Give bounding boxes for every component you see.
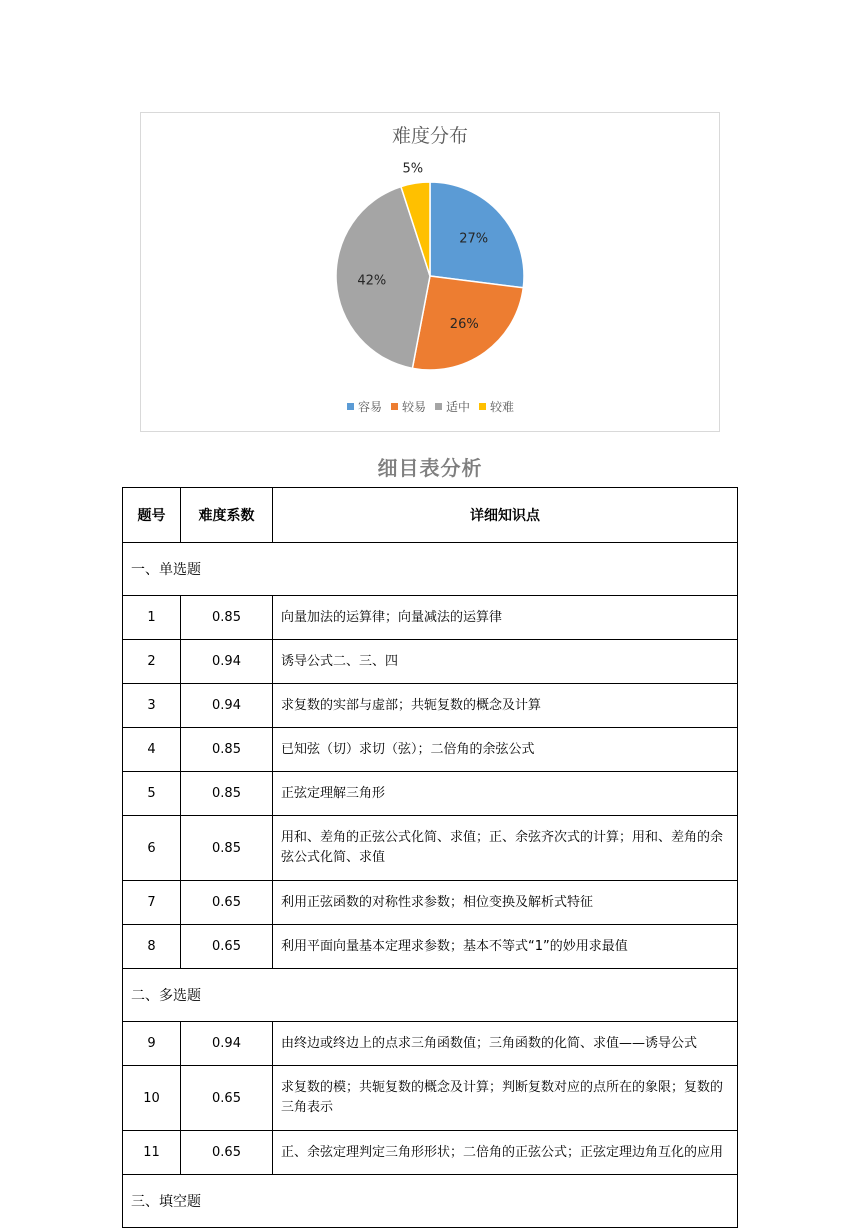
section-header-row <box>123 543 738 596</box>
data-label-1: 27% <box>459 231 489 247</box>
table-row <box>123 684 738 728</box>
table-row <box>123 596 738 640</box>
difficulty-cell: 0.94 <box>181 684 273 728</box>
section-header: 三、填空题 <box>123 1175 738 1228</box>
difficulty-cell: 0.65 <box>181 1066 273 1131</box>
difficulty-cell: 0.65 <box>181 925 273 969</box>
difficulty-cell: 0.85 <box>181 596 273 640</box>
legend-swatch-4 <box>479 403 486 410</box>
difficulty-cell: 0.94 <box>181 1022 273 1066</box>
difficulty-cell: 0.94 <box>181 640 273 684</box>
question-no-cell: 4 <box>123 728 181 772</box>
header-knowledge-points: 详细知识点 <box>273 488 738 543</box>
question-no-cell: 11 <box>123 1131 181 1175</box>
legend-label-1: 容易 <box>358 400 383 414</box>
knowledge-points-cell: 利用正弦函数的对称性求参数；相位变换及解析式特征 <box>273 881 738 925</box>
legend-swatch-3 <box>435 403 442 410</box>
difficulty-cell: 0.65 <box>181 881 273 925</box>
question-no-cell: 2 <box>123 640 181 684</box>
knowledge-points-cell: 由终边或终边上的点求三角函数值；三角函数的化简、求值——诱导公式 <box>273 1022 738 1066</box>
table-row <box>123 728 738 772</box>
knowledge-points-cell: 正弦定理解三角形 <box>273 772 738 816</box>
data-label-2: 26% <box>449 317 479 333</box>
table-row <box>123 640 738 684</box>
difficulty-cell: 0.65 <box>181 1131 273 1175</box>
knowledge-points-cell: 求复数的实部与虚部；共轭复数的概念及计算 <box>273 684 738 728</box>
legend-swatch-2 <box>391 403 398 410</box>
table-row <box>123 1066 738 1131</box>
legend-label-3: 适中 <box>446 400 471 414</box>
table-body <box>123 543 738 1228</box>
knowledge-points-cell: 用和、差角的正弦公式化简、求值；正、余弦齐次式的计算；用和、差角的余弦公式化简、求值 <box>273 816 738 881</box>
question-no-cell: 3 <box>123 684 181 728</box>
knowledge-points-cell: 已知弦（切）求切（弦）；二倍角的余弦公式 <box>273 728 738 772</box>
section-header: 一、单选题 <box>123 543 738 596</box>
knowledge-points-cell: 求复数的模；共轭复数的概念及计算；判断复数对应的点所在的象限；复数的三角表示 <box>273 1066 738 1131</box>
table-header-row <box>123 488 738 543</box>
question-no-cell: 5 <box>123 772 181 816</box>
difficulty-cell: 0.85 <box>181 816 273 881</box>
knowledge-points-cell: 正、余弦定理判定三角形形状；二倍角的正弦公式；正弦定理边角互化的应用 <box>273 1131 738 1175</box>
question-no-cell: 6 <box>123 816 181 881</box>
table-row <box>123 925 738 969</box>
question-no-cell: 10 <box>123 1066 181 1131</box>
section-header-row <box>123 969 738 1022</box>
legend-label-2: 较易 <box>402 400 427 414</box>
table-row <box>123 772 738 816</box>
question-no-cell: 7 <box>123 881 181 925</box>
chart-title: 难度分布 <box>391 125 469 147</box>
section-header: 二、多选题 <box>123 969 738 1022</box>
difficulty-cell: 0.85 <box>181 728 273 772</box>
table-row <box>123 1131 738 1175</box>
question-no-cell: 9 <box>123 1022 181 1066</box>
legend-swatch-1 <box>347 403 354 410</box>
knowledge-points-cell: 向量加法的运算律；向量减法的运算律 <box>273 596 738 640</box>
section-title: 细目表分析 <box>377 456 483 480</box>
question-no-cell: 1 <box>123 596 181 640</box>
data-label-4: 5% <box>402 161 424 177</box>
header-question-no: 题号 <box>123 488 181 543</box>
data-label-3: 42% <box>357 273 387 289</box>
table-row <box>123 1022 738 1066</box>
question-no-cell: 8 <box>123 925 181 969</box>
legend-label-4: 较难 <box>490 400 515 414</box>
difficulty-pie-chart <box>140 112 720 432</box>
knowledge-points-cell: 利用平面向量基本定理求参数；基本不等式“1”的妙用求最值 <box>273 925 738 969</box>
knowledge-points-cell: 诱导公式二、三、四 <box>273 640 738 684</box>
pie-chart-canvas <box>141 113 719 431</box>
header-difficulty: 难度系数 <box>181 488 273 543</box>
detail-table <box>122 487 738 1228</box>
difficulty-cell: 0.85 <box>181 772 273 816</box>
table-row <box>123 881 738 925</box>
section-header-row <box>123 1175 738 1228</box>
table-row <box>123 816 738 881</box>
